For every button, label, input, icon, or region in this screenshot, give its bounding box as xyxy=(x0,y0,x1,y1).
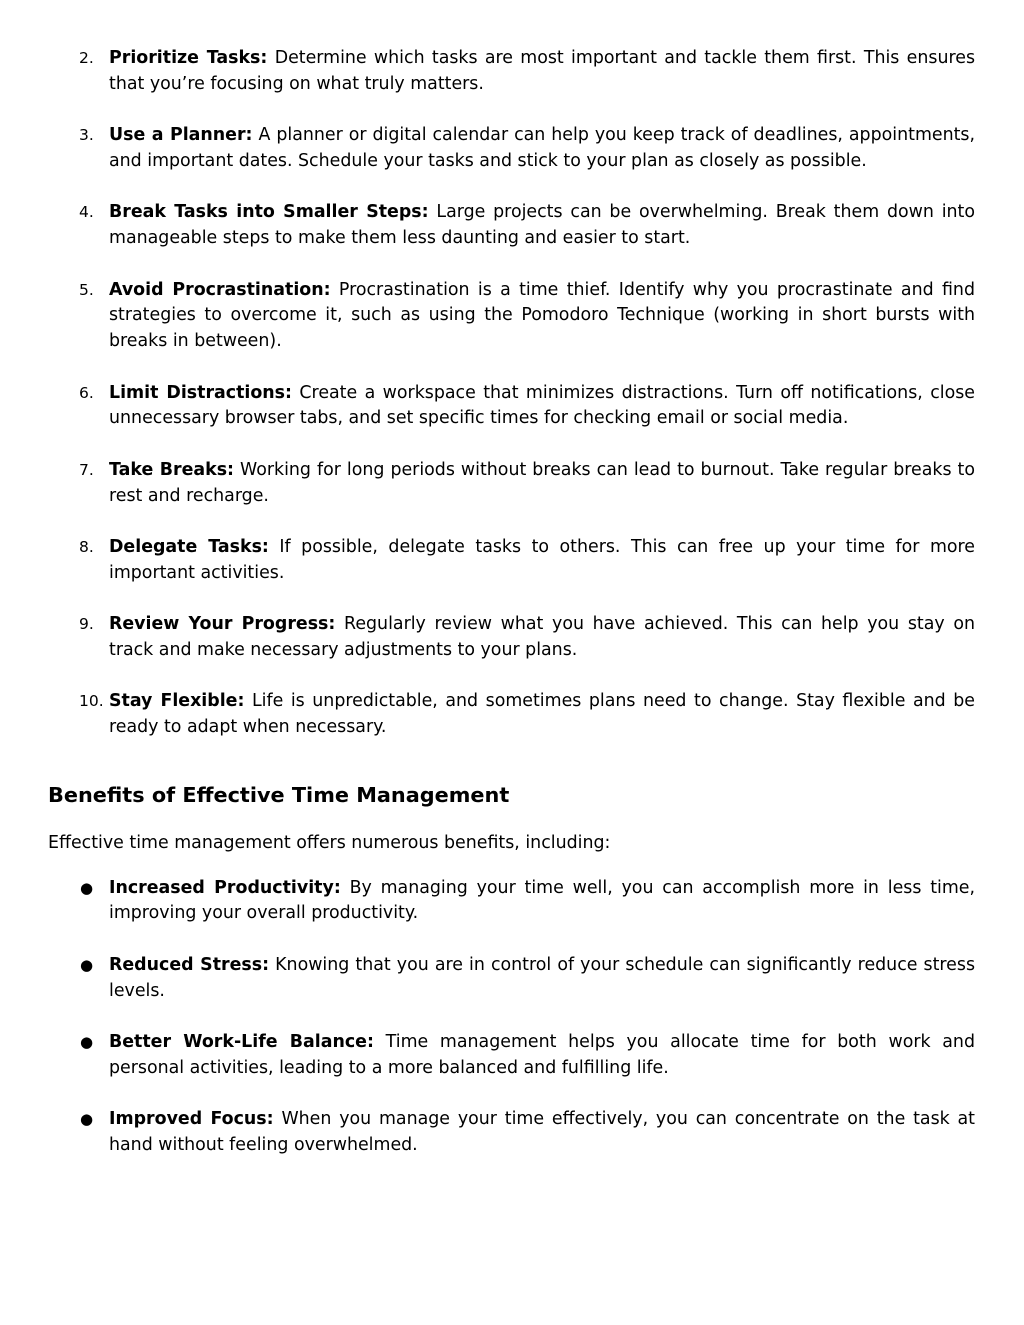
list-number: 5. xyxy=(79,280,94,299)
list-item xyxy=(48,123,975,175)
tip-term: Avoid Procrastination: xyxy=(109,279,331,300)
list-item xyxy=(48,1030,975,1082)
section-heading: Benefits of Effective Time Management xyxy=(48,782,510,807)
tip-term: Review Your Progress: xyxy=(109,614,336,635)
list-item xyxy=(48,381,975,433)
tip-term: Limit Distractions: xyxy=(109,382,292,403)
list-item xyxy=(48,953,975,1005)
benefit-text: Time management helps you allocate time for both work and personal activities, leading to a more balanced and fulfilling life. xyxy=(109,1032,975,1078)
list-item xyxy=(48,876,975,928)
bullet-icon: ● xyxy=(80,1110,94,1129)
tip-term: Use a Planner: xyxy=(109,125,253,146)
tip-term: Delegate Tasks: xyxy=(109,536,269,557)
list-item xyxy=(48,612,975,664)
tip-text: Create a workspace that minimizes distractions. Turn off notifications, close unnecessary browser tabs, and set specific times for checking email or social media. xyxy=(109,382,975,429)
bullet-icon: ● xyxy=(80,878,94,897)
list-item xyxy=(48,689,975,741)
list-number: 6. xyxy=(79,383,94,402)
numbered-tips-list xyxy=(48,46,975,741)
list-item xyxy=(48,535,975,587)
tip-term: Prioritize Tasks: xyxy=(109,48,268,68)
list-number: 2. xyxy=(79,49,94,67)
tip-text: Working for long periods without breaks can lead to burnout. Take regular breaks to rest and recharge. xyxy=(109,459,975,506)
list-number: 4. xyxy=(79,203,94,222)
benefit-text: Knowing that you are in control of your schedule can significantly reduce stress levels. xyxy=(109,954,976,1001)
tip-text: Determine which tasks are most important and tackle them first. This ensures that you’re focusing on what truly matters. xyxy=(109,48,976,94)
tip-text: If possible, delegate tasks to others. This can free up your time for more important activities. xyxy=(109,536,975,583)
list-number: 10. xyxy=(79,692,104,711)
list-number: 8. xyxy=(79,537,94,556)
benefit-text: By managing your time well, you can accomplish more in less time, improving your overall productivity. xyxy=(109,877,976,924)
tip-text: Procrastination is a time thief. Identify why you procrastinate and find strategies to overcome it, such as using the Pomodoro Technique (working in short bursts with breaks in between). xyxy=(109,279,975,352)
list-item xyxy=(48,46,975,98)
list-item xyxy=(48,278,975,355)
benefit-term: Reduced Stress: xyxy=(109,954,270,975)
bullet-icon: ● xyxy=(80,1033,94,1052)
benefit-term: Increased Productivity: xyxy=(109,877,341,898)
tip-term: Take Breaks: xyxy=(109,459,235,480)
tip-text: Regularly review what you have achieved. This can help you stay on track and make necessary adjustments to your plans. xyxy=(109,614,975,660)
tip-term: Break Tasks into Smaller Steps: xyxy=(109,202,429,223)
section-intro: Effective time management offers numerous benefits, including: xyxy=(48,832,611,853)
list-item xyxy=(48,1107,975,1159)
benefits-list xyxy=(48,876,975,1159)
benefit-term: Better Work-Life Balance: xyxy=(109,1032,374,1053)
list-item xyxy=(48,200,975,252)
benefit-term: Improved Focus: xyxy=(109,1109,274,1130)
list-item xyxy=(48,458,975,510)
benefit-text: When you manage your time effectively, you can concentrate on the task at hand without feeling overwhelmed. xyxy=(109,1109,976,1156)
bullet-icon: ● xyxy=(80,955,94,974)
tip-text: Large projects can be overwhelming. Break them down into manageable steps to make them less daunting and easier to start. xyxy=(109,202,976,249)
list-number: 3. xyxy=(79,126,94,145)
tip-text: Life is unpredictable, and sometimes plans need to change. Stay flexible and be ready to adapt when necessary. xyxy=(109,691,975,738)
tip-term: Stay Flexible: xyxy=(109,691,245,712)
tip-text: A planner or digital calendar can help you keep track of deadlines, appointments, and important dates. Schedule your tasks and stick to your plan as closely as possible. xyxy=(109,125,976,171)
list-number: 9. xyxy=(79,615,94,634)
list-number: 7. xyxy=(79,460,94,479)
